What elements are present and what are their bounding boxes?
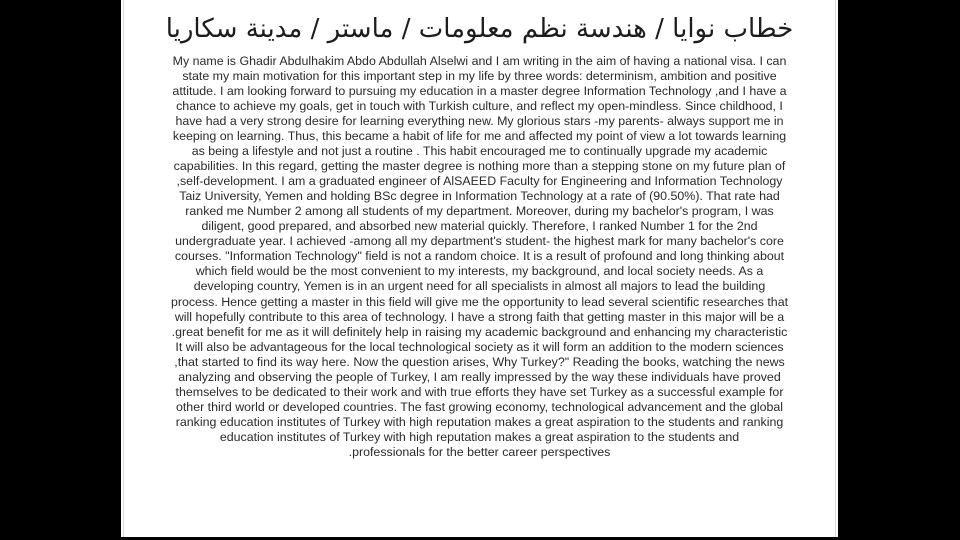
letter-line: which field would be the most convenient to my interests, my background, and local society needs. As a — [195, 264, 764, 279]
letter-line: process. Hence getting a master in this field will give me the opportunity to lead several scientific researches that — [170, 294, 789, 309]
letter-line: It will also be advantageous for the local technological society as it will form an addition to the modern sciences — [175, 339, 784, 354]
letter-line: ,that started to find its way here. Now the question arises, Why Turkey?" Reading the books, watching the news — [174, 354, 785, 369]
letter-line: analyzing and observing the people of Turkey, I am really impressed by the way these individuals have proved — [178, 369, 781, 384]
letter-line: .professionals for the better career perspectives — [348, 445, 611, 460]
letter-line: attitude. I am looking forward to pursuing my education in a master degree Information Technology ,and I have a — [172, 83, 787, 98]
document-page — [121, 0, 838, 537]
letter-line: keeping on learning. Thus, this became a habit of life for me and affected my point of view a lot towards learning — [172, 128, 787, 143]
letter-body — [121, 54, 838, 461]
letter-line: state my main motivation for this important step in my life by three words: determinism, ambition and positive — [182, 68, 777, 83]
letter-line: courses. "Information Technology" field is not a random choice. It is a result of profound and long thinking about — [174, 249, 785, 264]
document-title: خطاب نوايا / هندسة نظم معلومات / ماستر / مدينة سكاريا — [165, 14, 794, 44]
letter-line: ranked me Number 2 among all students of my department. Moreover, during my bachelor's program, I was — [185, 204, 774, 219]
letter-line: education institutes of Turkey with high reputation makes a great aspiration to the students and — [219, 430, 740, 445]
letter-line: ranking education institutes of Turkey with high reputation makes a great aspiration to the students and ranking — [175, 415, 784, 429]
letter-line: diligent, good prepared, and absorbed new material quickly. Therefore, I ranked Number 1 for the 2nd — [201, 219, 758, 234]
letter-line: as being a lifestyle and not just a routine . This habit encouraged me to continually upgrade my academic — [191, 143, 768, 158]
letter-line: developing country, Yemen is in an urgent need for all specialists in almost all majors to lead the building — [193, 279, 766, 294]
letter-line: themselves to be dedicated to their work and with true efforts they have set Turkey as a successful example for — [175, 384, 784, 399]
letter-line: Taiz University, Yemen and holding BSc degree in Information Technology at a rate of (90.50%). That rate had — [179, 189, 780, 204]
letter-line: will hopefully contribute to this area of technology. I have a strong faith that getting master in this major will be a — [174, 309, 785, 324]
letter-line: chance to achieve my goals, get in touch with Turkish culture, and reflect my open-mindless. Since childhood, I — [176, 98, 783, 113]
letter-line: other third world or developed countries. The fast growing economy, technological advancement and the global — [175, 399, 784, 414]
letter-line: undergraduate year. I achieved -among all my department's student- the highest mark for many bachelor's core — [175, 234, 784, 249]
letter-line: capabilities. In this regard, getting the master degree is nothing more than a stepping stone on my future plan of — [173, 158, 786, 173]
letter-line: have had a very strong desire for learning everything new. My glorious stars -my parents- always support me in — [175, 113, 784, 128]
letter-line: My name is Ghadir Abdulhakim Abdo Abdullah Alselwi and I am writing in the aim of having a national visa. I can — [172, 53, 787, 68]
letter-line: ,self-development. I am a graduated engineer of AlSAEED Faculty for Engineering and Information Technology — [176, 174, 783, 188]
letter-line: .great benefit for me as it will definitely help in raising my academic background and enhancing my characteristic — [171, 324, 788, 339]
